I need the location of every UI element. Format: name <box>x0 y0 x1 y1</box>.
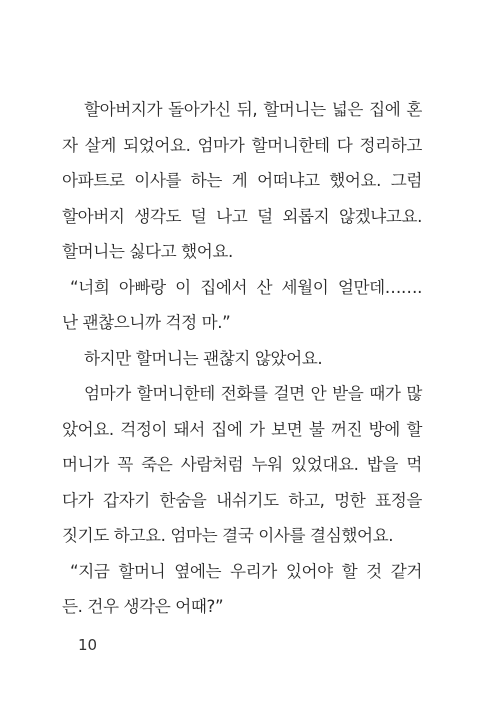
text-line: 머니가 꼭 죽은 사람처럼 누워 있었대요. 밥을 먹 <box>62 455 422 474</box>
dialogue-line: “지금 할머니 옆에는 우리가 있어야 할 것 같거 <box>70 561 422 581</box>
dialogue-line: 난 괜찮으니까 걱정 마.” <box>62 313 231 332</box>
page-number: 10 <box>78 636 98 654</box>
text-line: 할머니는 싫다고 했어요. <box>62 242 233 261</box>
text-line: 할아버지가 돌아가신 뒤, 할머니는 넓은 집에 혼 <box>84 100 422 119</box>
text-line: 짓기도 하고요. 엄마는 결국 이사를 결심했어요. <box>62 526 394 545</box>
text-line: 다가 갑자기 한숨을 내쉬기도 하고, 멍한 표정을 <box>62 490 422 510</box>
dialogue-line: “너희 아빠랑 이 집에서 산 세월이 얼만데……. <box>70 277 422 297</box>
text-line: 자 살게 되었어요. 엄마가 할머니한테 다 정리하고 <box>62 135 422 155</box>
text-line: 엄마가 할머니한테 전화를 걸면 안 받을 때가 많 <box>84 384 422 403</box>
text-line: 아파트로 이사를 하는 게 어떠냐고 했어요. 그럼 <box>62 171 422 190</box>
text-line: 하지만 할머니는 괜찮지 않았어요. <box>84 348 323 368</box>
text-line: 할아버지 생각도 덜 나고 덜 외롭지 않겠냐고요. <box>62 206 422 226</box>
body-text <box>62 92 422 625</box>
dialogue-line: 든. 건우 생각은 어때?” <box>62 597 224 616</box>
text-line: 았어요. 걱정이 돼서 집에 가 보면 불 꺼진 방에 할 <box>62 419 422 439</box>
